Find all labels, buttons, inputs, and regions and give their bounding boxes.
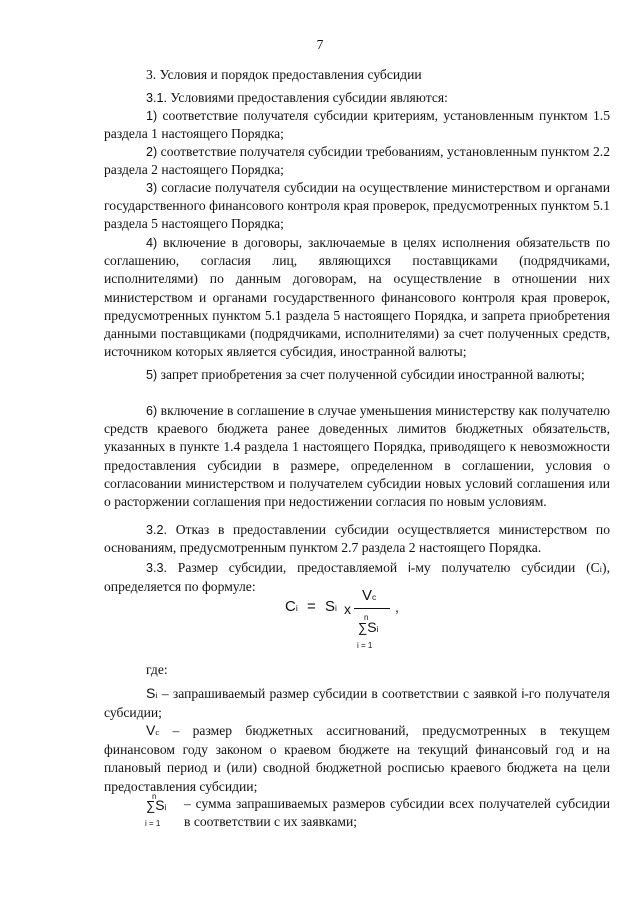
list-item-5: 5) запрет приобретения за счет полученной субсидии иностранной валюты; [146, 367, 585, 382]
definition-sum: – сумма запрашиваемых размеров субсидии всех получателей субсидии в соответствии с их заявками; [184, 796, 610, 830]
definition-vc: Vc – размер бюджетных ассигнований, предусмотренных в текущем финансовом году законом о краевом бюджете на текущий финансовый год и на плановый период и (или) сводной бюджетной росписью краевого бюджета на цели предоставления субсидии; [104, 722, 610, 794]
list-item-4: 4) включение в договоры, заключаемые в целях исполнения обязательств по соглашению, согласия лиц, являющихся поставщиками (подрядчиками, исполнителями) по данным договорам, на осуществление в отношении них министерством и органами государственного финансового контроля края проверок, предусмотренных пунктом 5.1 раздела 5 настоящего Порядка, и запрета приобретения данными поставщиками (подрядчиками, исполнителями) за счет полученных средств, источником которых является субсидия, иностранной валюты; [104, 235, 610, 360]
where-label: где: [146, 662, 168, 677]
paragraph-3-3: 3.3. Размер субсидии, предоставляемой i-му получателю субсидии (Ci), определяется по формуле: [104, 560, 610, 595]
def-sum-upper: n [152, 792, 157, 801]
section-heading: 3. Условия и порядок предоставления субсидии [146, 67, 422, 82]
formula-s: Si [325, 598, 337, 615]
page-number: 7 [316, 37, 324, 52]
def-sum-lower: i = 1 [145, 819, 161, 828]
formula-numerator: Vc [362, 587, 377, 604]
formula-lhs: Ci [285, 598, 298, 615]
list-item-2: 2) соответствие получателя субсидии требованиям, установленным пунктом 2.2 раздела 2 настоящего Порядка; [104, 144, 610, 178]
def-sum-sign: ∑Si [146, 797, 167, 813]
definition-si: Si – запрашиваемый размер субсидии в соответствии с заявкой i-го получателя субсидии; [104, 685, 610, 721]
formula-equals: = [307, 598, 316, 615]
paragraph-3-1: 3.1. Условиями предоставления субсидии являются: [146, 90, 448, 105]
list-item-1: 1) соответствие получателя субсидии критериям, установленным пунктом 1.5 раздела 1 настоящего Порядка; [104, 108, 610, 142]
paragraph-3-2: 3.2. Отказ в предоставлении субсидии осуществляется министерством по основаниям, предусмотренным пунктом 2.7 раздела 2 настоящего Порядка. [104, 522, 610, 556]
sum-lower-limit: i = 1 [357, 641, 373, 650]
fraction-line [354, 608, 390, 609]
list-item-3: 3) согласие получателя субсидии на осуществление министерством и органами государственного финансового контроля края проверок, предусмотренных пунктом 5.1 раздела 5 настоящего Порядка; [104, 180, 610, 232]
sum-upper-limit: n [364, 613, 369, 622]
sum-sign: ∑Si [358, 619, 379, 635]
list-item-6: 6) включение в соглашение в случае уменьшения министерству как получателю средств краевого бюджета ранее доведенных лимитов бюджетных обязательств, указанных в пункте 1.4 раздела 1 настоящего Порядка, приводящего к невозможности предоставления субсидии в размере, определенном в соглашении, условия о согласовании министерством и получателем субсидии новых условий соглашения или о расторжении соглашения при недостижении согласия по новым условиям. [104, 403, 611, 510]
formula-times: x [344, 601, 351, 617]
formula-comma: , [395, 599, 399, 615]
